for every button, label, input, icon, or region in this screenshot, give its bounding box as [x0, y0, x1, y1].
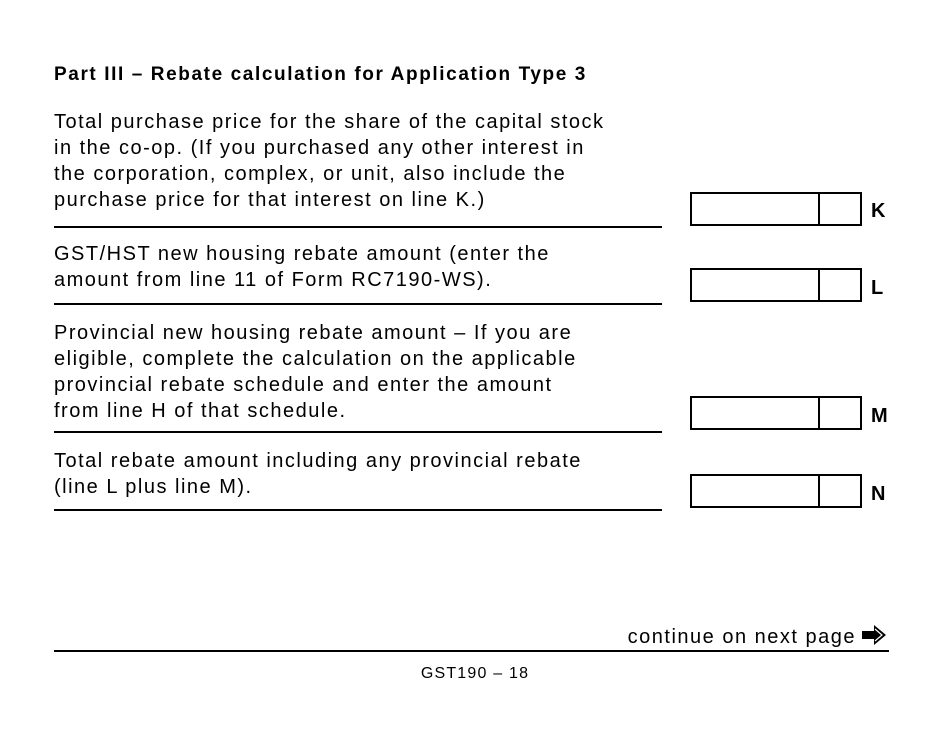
line-k-rule — [54, 226, 662, 228]
line-n-dollars-input[interactable] — [692, 476, 820, 506]
line-l-description — [54, 241, 694, 293]
line-k-text-3: the corporation, complex, or unit, also include the — [54, 163, 567, 185]
line-n-letter: N — [871, 483, 886, 505]
line-k-text-1: Total purchase price for the share of the capital stock — [54, 111, 605, 133]
line-k-cents-input[interactable] — [820, 194, 860, 224]
line-k-dollars-input[interactable] — [692, 194, 820, 224]
line-l-letter: L — [871, 277, 884, 299]
line-l-amount-field[interactable] — [690, 268, 862, 302]
line-m-rule — [54, 431, 662, 433]
line-n-rule — [54, 509, 662, 511]
line-m-text-4: from line H of that schedule. — [54, 400, 347, 422]
line-n-text-2: (line L plus line M). — [54, 476, 253, 498]
line-l-rule — [54, 303, 662, 305]
line-k-text-2: in the co-op. (If you purchased any other interest in — [54, 137, 585, 159]
continue-label: continue on next page — [627, 626, 856, 648]
line-n-description — [54, 448, 694, 500]
line-n-cents-input[interactable] — [820, 476, 860, 506]
line-m-dollars-input[interactable] — [692, 398, 820, 428]
section-title: Part III – Rebate calculation for Application Type 3 — [54, 64, 587, 85]
line-m-text-1: Provincial new housing rebate amount – If you are — [54, 322, 573, 344]
line-k-letter: K — [871, 200, 886, 222]
line-l-text-2: amount from line 11 of Form RC7190-WS). — [54, 269, 493, 291]
page-number: GST190 – 18 — [420, 665, 530, 682]
line-n-text-1: Total rebate amount including any provincial rebate — [54, 450, 582, 472]
line-m-letter: M — [871, 405, 888, 427]
arrow-right-icon — [860, 624, 888, 651]
line-n-amount-field[interactable] — [690, 474, 862, 508]
line-m-cents-input[interactable] — [820, 398, 860, 428]
line-k-description — [54, 109, 694, 213]
line-l-cents-input[interactable] — [820, 270, 860, 300]
line-l-dollars-input[interactable] — [692, 270, 820, 300]
line-k-text-4: purchase price for that interest on line K.) — [54, 189, 486, 211]
line-m-text-3: provincial rebate schedule and enter the amount — [54, 374, 553, 396]
line-m-description — [54, 320, 694, 424]
continue-next-page — [628, 624, 888, 651]
footer-rule — [54, 650, 889, 652]
line-l-text-1: GST/HST new housing rebate amount (enter the — [54, 243, 550, 265]
line-m-amount-field[interactable] — [690, 396, 862, 430]
line-m-text-2: eligible, complete the calculation on the applicable — [54, 348, 577, 370]
line-k-amount-field[interactable] — [690, 192, 862, 226]
